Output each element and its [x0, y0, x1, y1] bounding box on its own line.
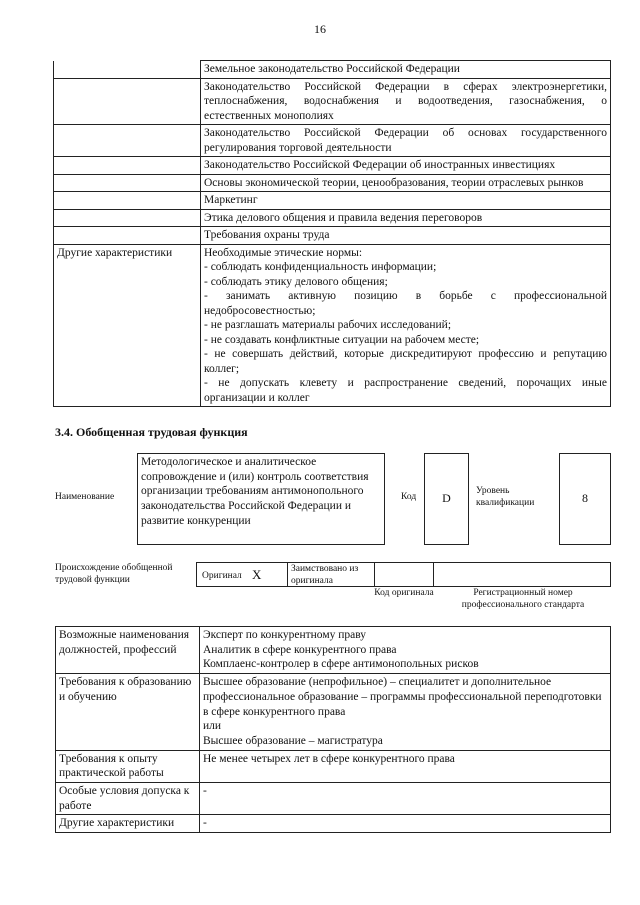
row-value: - [200, 783, 611, 815]
original-cell [196, 562, 288, 587]
ethics-line: - не допускать клевету и распространение сведений, порочащих иные организации и коллег [204, 377, 607, 404]
ethics-line: - занимать активную позицию в борьбе с профессиональной недобросовестностью; [204, 290, 607, 317]
code-label: Код [401, 492, 417, 502]
value-line: Высшее образование – магистратура [203, 734, 383, 747]
knowledge-item: Основы экономической теории, ценообразования, теории отраслевых рынков [201, 174, 611, 192]
name-label: Наименование [55, 492, 115, 502]
value-line: Высшее образование (непрофильное) – специалитет и дополнительное профессиональное образование – программы профессиональной переподготовки в сфере конкурентного права [203, 676, 602, 718]
knowledge-item: Законодательство Российской Федерации в сферах электроэнергетики, теплоснабжения, водоснабжения и водоотведения, газоснабжения, о естественных монополиях [201, 78, 611, 125]
level-box: 8 [559, 453, 611, 545]
value-line: Эксперт по конкурентному праву [203, 629, 367, 641]
row-label: Требования к опыту практической работы [56, 750, 200, 782]
row-label: Другие характеристики [56, 815, 200, 833]
borrowed-label: Заимствовано из оригинала [291, 564, 359, 586]
ethics-line: - соблюдать конфиденциальность информации; [204, 261, 437, 273]
table-row [54, 125, 611, 157]
original-mark: X [252, 567, 262, 582]
table-row [54, 192, 611, 210]
row-value: Не менее четырех лет в сфере конкурентного права [200, 750, 611, 782]
row-label: Возможные наименования должностей, профессий [56, 627, 200, 674]
reg-number-caption: Регистрационный номер профессионального стандарта [461, 588, 585, 610]
row-label: Требования к образованию и обучению [56, 674, 200, 751]
knowledge-item: Законодательство Российской Федерации об основах государственного регулирования торговой деятельности [201, 125, 611, 157]
ethics-line: - не совершать действий, которые дискредитируют профессию и репутацию коллег; [204, 348, 607, 375]
row-value [200, 627, 611, 674]
other-characteristics-label: Другие характеристики [54, 244, 201, 407]
ethics-norms [201, 244, 611, 407]
table-row [54, 209, 611, 227]
requirements-table [55, 626, 611, 833]
ethics-line: - не разглашать материалы рабочих исследований; [204, 319, 452, 331]
original-label: Оригинал [202, 571, 242, 581]
table-row [54, 78, 611, 125]
table-row [54, 174, 611, 192]
row-value: - [200, 815, 611, 833]
code-original-caption: Код оригинала [374, 588, 434, 598]
level-label: Уровень квалификации [476, 486, 535, 508]
page-number: 16 [314, 22, 326, 36]
table-row [56, 783, 611, 815]
table-row [54, 61, 611, 79]
table-row [56, 750, 611, 782]
reg-number-cell [433, 562, 611, 587]
value-line: Комплаенс-контролер в сфере антимонопольных рисков [203, 658, 479, 671]
knowledge-item: Маркетинг [201, 192, 611, 210]
row-label: Особые условия допуска к работе [56, 783, 200, 815]
table-row [54, 227, 611, 245]
knowledge-item: Законодательство Российской Федерации об иностранных инвестициях [201, 157, 611, 175]
code-box: D [424, 453, 469, 545]
knowledge-item: Этика делового общения и правила ведения переговоров [201, 209, 611, 227]
ethics-line: - не создавать конфликтные ситуации на рабочем месте; [204, 333, 480, 346]
table-row [56, 815, 611, 833]
value-line: Аналитик в сфере конкурентного права [203, 643, 397, 656]
code-original-cell [374, 562, 434, 587]
borrowed-cell [287, 562, 375, 587]
origin-label: Происхождение обобщенной трудовой функции [55, 563, 173, 585]
table-row [54, 157, 611, 175]
function-name-box: Методологическое и аналитическое сопровождение и (или) контроль соответствия организации требованиям антимонопольного законодательства Российской Федерации и развитие конкуренции [137, 453, 385, 545]
knowledge-item: Требования охраны труда [201, 227, 611, 245]
row-value [200, 674, 611, 751]
table-row [56, 674, 611, 751]
table-row [54, 244, 611, 407]
knowledge-item: Земельное законодательство Российской Федерации [201, 61, 611, 79]
value-line: или [203, 720, 222, 733]
knowledge-table [53, 60, 611, 407]
section-title: 3.4. Обобщенная трудовая функция [55, 425, 248, 439]
table-row [56, 627, 611, 674]
ethics-line: Необходимые этические нормы: [204, 246, 363, 259]
ethics-line: - соблюдать этику делового общения; [204, 275, 388, 288]
